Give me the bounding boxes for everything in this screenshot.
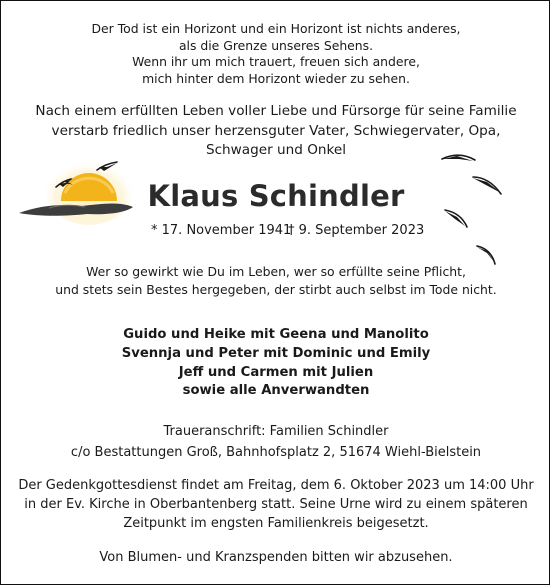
mourning-address bbox=[1, 421, 550, 463]
address-line: c/o Bestattungen Groß, Bahnhofsplatz 2, 51674 Wiehl-Bielstein bbox=[70, 445, 482, 460]
poem-line: Wenn ihr um mich trauert, freuen sich andere, bbox=[132, 54, 420, 69]
poem-line: mich hinter dem Horizont wieder zu sehen. bbox=[142, 70, 410, 86]
intro-line: Nach einem erfüllten Leben voller Liebe und Fürsorge für seine Familie bbox=[35, 103, 517, 119]
verse bbox=[1, 263, 550, 299]
mourners-list bbox=[1, 326, 550, 401]
verse-line: Wer so gewirkt wie Du im Leben, wer so erfüllte seine Pflicht, bbox=[86, 264, 466, 279]
mourner-line: Svennja und Peter mit Dominic und Emily bbox=[121, 345, 431, 361]
poem-line: Der Tod ist ein Horizont und ein Horizont ist nichts anderes, bbox=[91, 21, 461, 36]
closing-note: Von Blumen- und Kranzspenden bitten wir abzusehen. bbox=[99, 550, 453, 565]
mourner-line: sowie alle Anverwandten bbox=[182, 383, 370, 399]
intro-line: verstarb friedlich unser herzensguter Vater, Schwiegervater, Opa, bbox=[51, 122, 501, 139]
death-date: † 9. September 2023 bbox=[288, 223, 425, 238]
deceased-name: Klaus Schindler bbox=[147, 179, 405, 213]
sunset-birds-illustration bbox=[1, 1, 549, 301]
poem-line: als die Grenze unseres Sehens. bbox=[178, 37, 374, 53]
mourner-line: Guido und Heike mit Geena und Manolito bbox=[123, 327, 429, 342]
address-line: Traueranschrift: Familien Schindler bbox=[163, 424, 389, 439]
birth-date: * 17. November 1941 bbox=[151, 223, 292, 238]
mourner-line: Jeff und Carmen mit Julien bbox=[178, 364, 374, 380]
service-info bbox=[1, 476, 550, 533]
verse-line: und stets sein Bestes hergegeben, der stirbt auch selbst im Tode nicht. bbox=[55, 282, 497, 297]
service-line: Der Gedenkgottesdienst findet am Freitag, dem 6. Oktober 2023 um 14:00 Uhr bbox=[18, 478, 534, 493]
service-line: Zeitpunkt im engsten Familienkreis beigesetzt. bbox=[123, 516, 429, 531]
intro-line: Schwager und Onkel bbox=[205, 142, 347, 158]
service-line: in der Ev. Kirche in Oberbantenberg statt. Seine Urne wird zu einem späteren bbox=[24, 497, 528, 512]
